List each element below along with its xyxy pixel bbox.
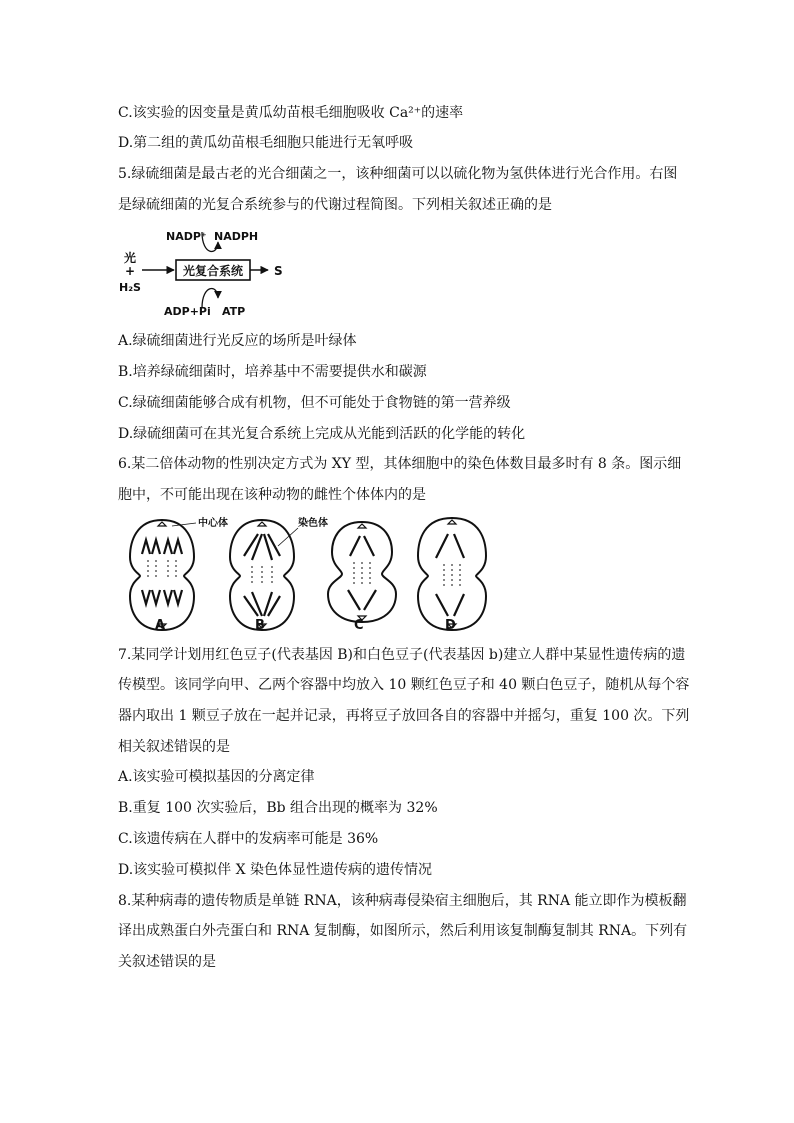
- cell-labels-row: [118, 618, 498, 636]
- q7-option-b: B.重复 100 次实验后，Bb 组合出现的概率为 32%: [118, 800, 438, 816]
- q5-option-c: C.绿硫细菌能够合成有机物，但不可能处于食物链的第一营养级: [118, 395, 511, 411]
- centrosome-label: 中心体: [198, 518, 228, 529]
- q7-stem-line1: 7.某同学计划用红色豆子(代表基因 B)和白色豆子(代表基因 b)建立人群中某显性遗传病的遗: [118, 647, 686, 663]
- cell-a-membrane: [130, 520, 194, 630]
- chromosome-label: 染色体: [298, 518, 328, 529]
- q6-stem-line1: 6.某二倍体动物的性别决定方式为 XY 型，其体细胞中的染色体数目最多时有 8 条。图示细: [118, 456, 682, 472]
- photosystem-diagram: [118, 222, 298, 322]
- q5-option-b: B.培养绿硫细菌时，培养基中不需要提供水和碳源: [118, 364, 427, 380]
- q7-option-c: C.该遗传病在人群中的发病率可能是 36%: [118, 831, 379, 847]
- q6-stem-line2: 胞中，不可能出现在该种动物的雌性个体体内的是: [118, 487, 426, 503]
- cell-label-b: B: [255, 618, 265, 633]
- output-s-label: S: [274, 264, 283, 278]
- cell-b: [230, 520, 294, 630]
- q7-stem-line4: 相关叙述错误的是: [118, 739, 230, 755]
- q5-option-d: D.绿硫细菌可在其光复合系统上完成从光能到活跃的化学能的转化: [118, 426, 526, 442]
- q4-option-c: C.该实验的因变量是黄瓜幼苗根毛细胞吸收 Ca²⁺的速率: [118, 105, 464, 121]
- cell-b-chromosomes-top: [244, 534, 280, 560]
- q8-stem-line2: 译出成熟蛋白外壳蛋白和 RNA 复制酶，如图所示，然后利用该复制酶复制其 RNA。下列有: [118, 923, 688, 939]
- adp-pi-label: ADP+Pi: [164, 305, 211, 318]
- atp-label: ATP: [222, 305, 246, 318]
- cell-label-c: C: [354, 618, 364, 633]
- cell-a-spindle: [148, 560, 176, 580]
- cell-d-chromosomes-top: [436, 534, 464, 558]
- cell-c-spindle: [354, 562, 370, 584]
- cell-b-chromosomes-bottom: [244, 592, 280, 616]
- cell-d-spindle: [444, 564, 460, 586]
- cell-c: [328, 522, 396, 622]
- q5-stem-line1: 5.绿硫细菌是最古老的光合细菌之一，该种细菌可以以硫化物为氢供体进行光合作用。右图: [118, 166, 678, 182]
- cell-a-chromosomes-bottom: [142, 590, 182, 604]
- q8-stem-line3: 关叙述错误的是: [118, 954, 216, 970]
- cell-d-chromosomes-bottom: [436, 594, 464, 616]
- q7-option-a: A.该实验可模拟基因的分离定律: [118, 769, 315, 785]
- q7-stem-line3: 器内取出 1 颗豆子放在一起并记录，再将豆子放回各自的容器中并摇匀，重复 100 次。下列: [118, 708, 690, 724]
- cell-c-chromosomes-bottom: [348, 590, 376, 610]
- q7-option-d: D.该实验可模拟伴 X 染色体显性遗传病的遗传情况: [118, 862, 433, 878]
- chromosome-pointer: [278, 528, 298, 546]
- q7-stem-line2: 传模型。该同学向甲、乙两个容器中均放入 10 颗红色豆子和 40 颗白色豆子，随机从每个容: [118, 677, 690, 693]
- q8-stem-line1: 8.某种病毒的遗传物质是单链 RNA，该种病毒侵染宿主细胞后，其 RNA 能立即作为模板翻: [118, 893, 687, 909]
- nadph-label: NADPH: [214, 230, 259, 243]
- input-h2s-label: H₂S: [119, 281, 141, 294]
- cell-c-centrosome-top: [358, 524, 366, 528]
- cell-b-centrosome-top: [258, 522, 266, 526]
- cell-c-chromosomes-top: [350, 536, 374, 556]
- q4-option-d: D.第二组的黄瓜幼苗根毛细胞只能进行无氧呼吸: [118, 135, 414, 151]
- cell-a-centrosome-top: [158, 522, 166, 526]
- cell-d-centrosome-top: [448, 520, 456, 524]
- input-light-label: 光: [123, 251, 137, 265]
- q5-option-a: A.绿硫细菌进行光反应的场所是叶绿体: [118, 333, 357, 349]
- cell-d: [418, 518, 486, 630]
- nadp-label: NADP⁺: [166, 230, 207, 243]
- cell-label-a: A: [155, 618, 166, 633]
- cell-a: [130, 520, 194, 630]
- q5-stem-line2: 是绿硫细菌的光复合系统参与的代谢过程简图。下列相关叙述正确的是: [118, 197, 552, 213]
- cell-b-spindle: [252, 566, 272, 584]
- cell-a-chromosomes-top: [142, 540, 182, 554]
- cell-label-d: D: [445, 618, 456, 633]
- photosystem-label: 光复合系统: [182, 264, 244, 278]
- input-plus-label: +: [124, 264, 136, 278]
